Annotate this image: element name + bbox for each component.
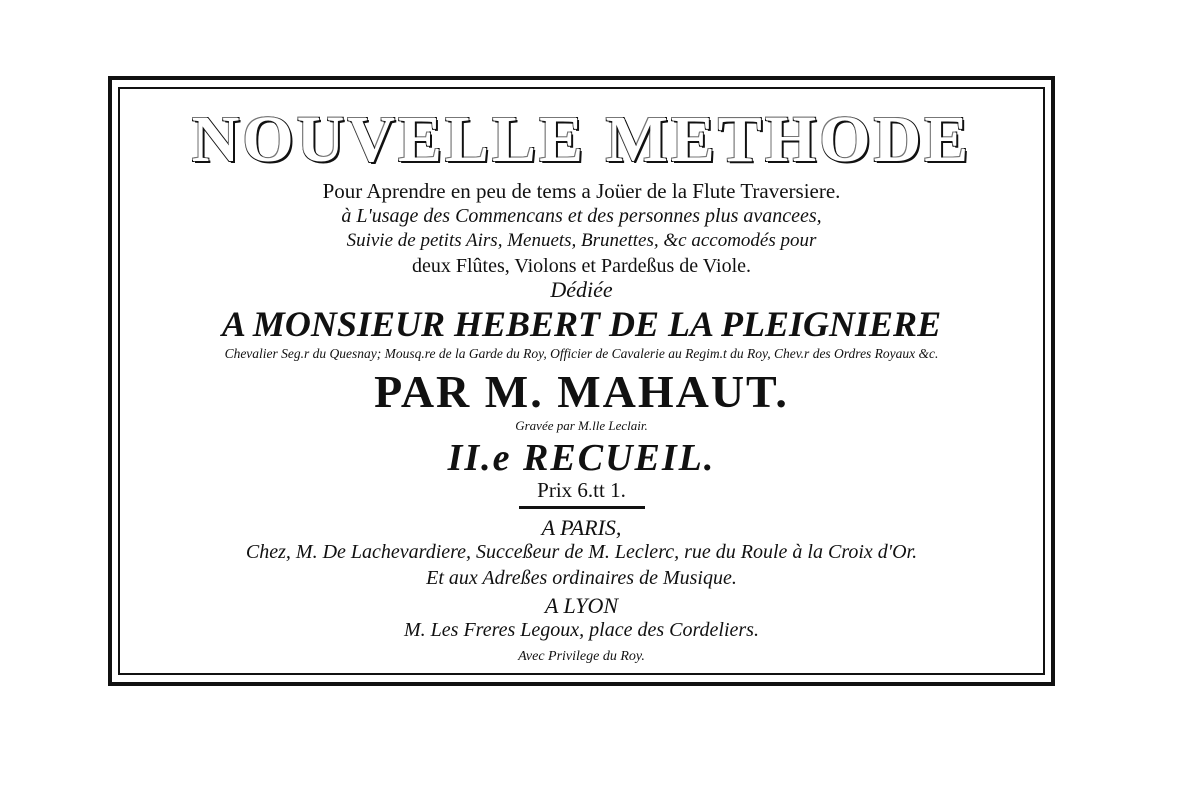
publisher-city-paris: A PARIS, xyxy=(541,515,622,540)
privilege-note: Avec Privilege du Roy. xyxy=(518,649,645,664)
publisher-address-other: Et aux Adreßes ordinaires de Musique. xyxy=(426,567,737,589)
subtitle-line-1: Pour Aprendre en peu de tems a Joüer de la Flute Traversiere. xyxy=(322,179,841,203)
publisher-city-lyon: A LYON xyxy=(544,593,619,618)
main-title: NOUVELLE METHODE xyxy=(191,103,972,176)
volume-title: II.e RECUEIL. xyxy=(447,437,716,479)
publisher-address-lyon: M. Les Freres Legoux, place des Cordeliers. xyxy=(404,619,759,641)
engraver-credit: Gravée par M.lle Leclair. xyxy=(515,418,648,433)
dedicatee-name: A MONSIEUR HEBERT DE LA PLEIGNIERE xyxy=(221,304,942,344)
subtitle-line-2: à L'usage des Commencans et des personnes plus avancees, xyxy=(341,205,822,227)
author-line: PAR M. MAHAUT. xyxy=(374,366,789,417)
publisher-address-paris: Chez, M. De Lachevardiere, Succeßeur de M. Leclerc, rue du Roule à la Croix d'Or. xyxy=(245,541,918,563)
title-page xyxy=(120,89,1043,673)
subtitle-line-3: Suivie de petits Airs, Menuets, Brunettes, &c accomodés pour xyxy=(346,230,817,251)
dedicatee-titles: Chevalier Seg.r du Quesnay; Mousq.re de la Garde du Roy, Officier de Cavalerie au Regim.t du Roy, Chev.r des Ordres Royaux &c. xyxy=(224,346,939,361)
dedication-label: Dédiée xyxy=(550,277,613,302)
price-label: Prix 6.tt 1. xyxy=(537,478,626,502)
divider-rule xyxy=(519,506,645,509)
subtitle-line-4: deux Flûtes, Violons et Pardeßus de Viole. xyxy=(411,255,752,277)
